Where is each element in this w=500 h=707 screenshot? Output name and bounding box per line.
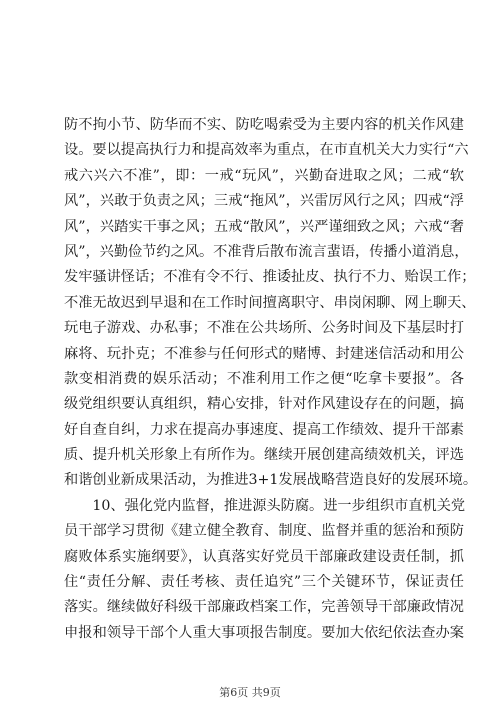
text-line: 款变相消费的娱乐活动；不准利用工作之便“吃拿卡要报”。各 [64,370,464,387]
text-line: 10、强化党内监督，推进源头防腐。进一步组织市直机关党 [64,497,466,514]
text-line: 玩电子游戏、办私事；不准在公共场所、公务时间及下基层时打 [64,320,464,337]
page-footer [0,684,500,700]
text-line: 住“责任分解、责任考核、责任追究”三个关键环节，保证责任 [64,574,464,591]
text-line: 员干部学习贯彻《建立健全教育、制度、监督并重的惩治和预防 [64,523,464,540]
body-text [64,113,478,646]
text-line: 级党组织要认真组织，精心安排，针对作风建设存在的问题，搞 [64,396,464,413]
text-line: 落实。继续做好科级干部廉政档案工作，完善领导干部廉政情况 [64,599,464,616]
text-line: 质、提升机关形象上有所作为。继续开展创建高绩效机关，评选 [64,447,464,464]
text-line: 风”，兴敢于负责之风；三戒“拖风”，兴雷厉风行之风；四戒“浮 [64,193,464,210]
text-line: 设。要以提高执行力和提高效率为重点，在市直机关大力实行“六 [64,142,469,159]
text-line: 不准无故迟到早退和在工作时间擅离职守、串岗闲聊、网上聊天、 [64,294,476,311]
text-line: 防不拘小节、防华而不实、防吃喝索受为主要内容的机关作风建 [64,117,464,133]
text-line: 麻将、玩扑克；不准参与任何形式的赌博、封建迷信活动和用公 [64,345,464,362]
paragraph-1 [64,113,478,494]
text-line: 和谐创业新成果活动，为推进3+1发展战略营造良好的发展环境。 [64,472,478,489]
text-line: 风”，兴勤俭节约之风。不准背后散布流言蜚语，传播小道消息， [64,243,469,260]
text-line: 风”，兴踏实干事之风；五戒“散风”，兴严谨细致之风；六戒“奢 [64,218,464,235]
paragraph-2 [64,494,464,646]
text-line: 戒六兴六不准”，即：一戒“玩风”，兴勤奋进取之风；二戒“软 [64,167,464,184]
page-number-label: 第6页 共9页 [219,686,281,699]
text-line: 腐败体系实施纲要》，认真落实好党员干部廉政建设责任制，抓 [64,548,464,565]
text-line: 好自查自纠，力求在提高办事速度、提高工作绩效、提升干部素 [64,421,464,438]
text-line: 发牢骚讲怪话；不准有令不行、推诿扯皮、执行不力、贻误工作； [64,269,476,286]
text-line: 申报和领导干部个人重大事项报告制度。要加大依纪依法查办案 [64,624,464,641]
